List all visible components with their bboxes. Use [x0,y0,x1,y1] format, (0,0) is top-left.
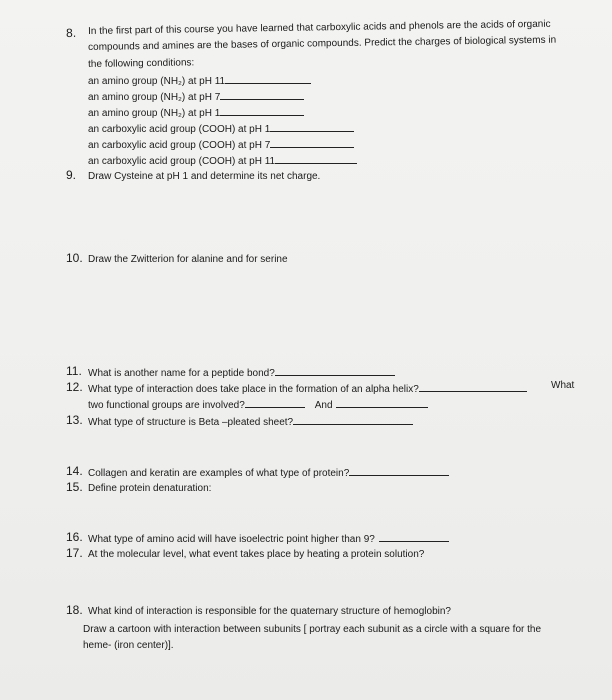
condition-item [88,121,354,137]
question-text [88,365,395,381]
question-label: What type of structure is Beta –pleated sheet? [88,417,294,428]
question-text: Define protein denaturation: [88,483,212,494]
question-text [88,381,527,397]
question-label: two functional groups are involved? [88,400,245,411]
question-text: What kind of interaction is responsible for the quaternary structure of hemoglobin? [88,606,451,617]
question-number: 13. [66,413,83,427]
question-label: What type of interaction does take place in the formation of an alpha helix? [88,384,419,395]
question-8-intro-line-2: compounds and amines are the bases of organic compounds. Predict the charges of biological systems in [88,34,557,53]
question-text: Draw Cysteine at pH 1 and determine its net charge. [88,171,321,182]
question-number: 8. [66,25,77,40]
question-text: Draw the Zwitterion for alanine and for serine [88,254,288,265]
question-18-line-2: Draw a cartoon with interaction between subunits [ portray each subunit as a circle with a square for the [83,624,542,635]
question-number: 9. [66,168,77,182]
condition-label: an carboxylic acid group (COOH) at pH 1 [88,124,271,135]
question-text [88,531,449,547]
question-8-intro-line-1: In the first part of this course you have learned that carboxylic acids and phenols are the acids of organic [88,18,551,37]
condition-label: an amino group (NH₂) at pH 7 [88,92,221,103]
condition-item [88,153,357,169]
question-number: 10. [66,251,83,265]
condition-item [88,137,354,153]
question-label: Collagen and keratin are examples of what type of protein? [88,468,350,479]
question-number: 18. [66,603,83,617]
question-number: 16. [66,530,83,544]
question-8-intro-line-3: the following conditions: [88,57,195,70]
answer-blank[interactable] [275,153,357,164]
question-number: 15. [66,480,83,494]
and-label: And [314,400,333,411]
answer-blank[interactable] [293,414,413,425]
answer-blank[interactable] [379,531,449,542]
question-text: At the molecular level, what event takes place by heating a protein solution? [88,549,425,560]
condition-item [88,105,304,121]
question-12-trailing-text: What [551,380,575,391]
answer-blank[interactable] [270,137,354,148]
answer-blank[interactable] [225,73,311,84]
condition-label: an carboxylic acid group (COOH) at pH 7 [88,140,271,151]
answer-blank[interactable] [270,121,354,132]
question-12-line-2 [88,397,428,413]
question-number: 11. [66,364,82,378]
condition-item [88,73,311,89]
condition-item [88,89,304,105]
condition-label: an amino group (NH₂) at pH 11 [88,76,226,87]
answer-blank[interactable] [419,381,527,392]
answer-blank[interactable] [220,105,304,116]
condition-label: an amino group (NH₂) at pH 1 [88,108,221,119]
answer-blank[interactable] [220,89,304,100]
question-number: 14. [66,464,83,478]
answer-blank[interactable] [275,365,395,376]
question-number: 12. [66,380,83,394]
question-text [88,465,449,481]
answer-blank[interactable] [245,397,305,408]
answer-blank[interactable] [336,397,428,408]
question-text [88,414,413,430]
answer-blank[interactable] [349,465,449,476]
question-number: 17. [66,546,83,560]
question-label: What is another name for a peptide bond? [88,368,275,379]
question-18-line-3: heme- (iron center)]. [83,640,174,651]
condition-label: an carboxylic acid group (COOH) at pH 11 [88,156,276,167]
question-label: What type of amino acid will have isoelectric point higher than 9? [88,534,375,545]
